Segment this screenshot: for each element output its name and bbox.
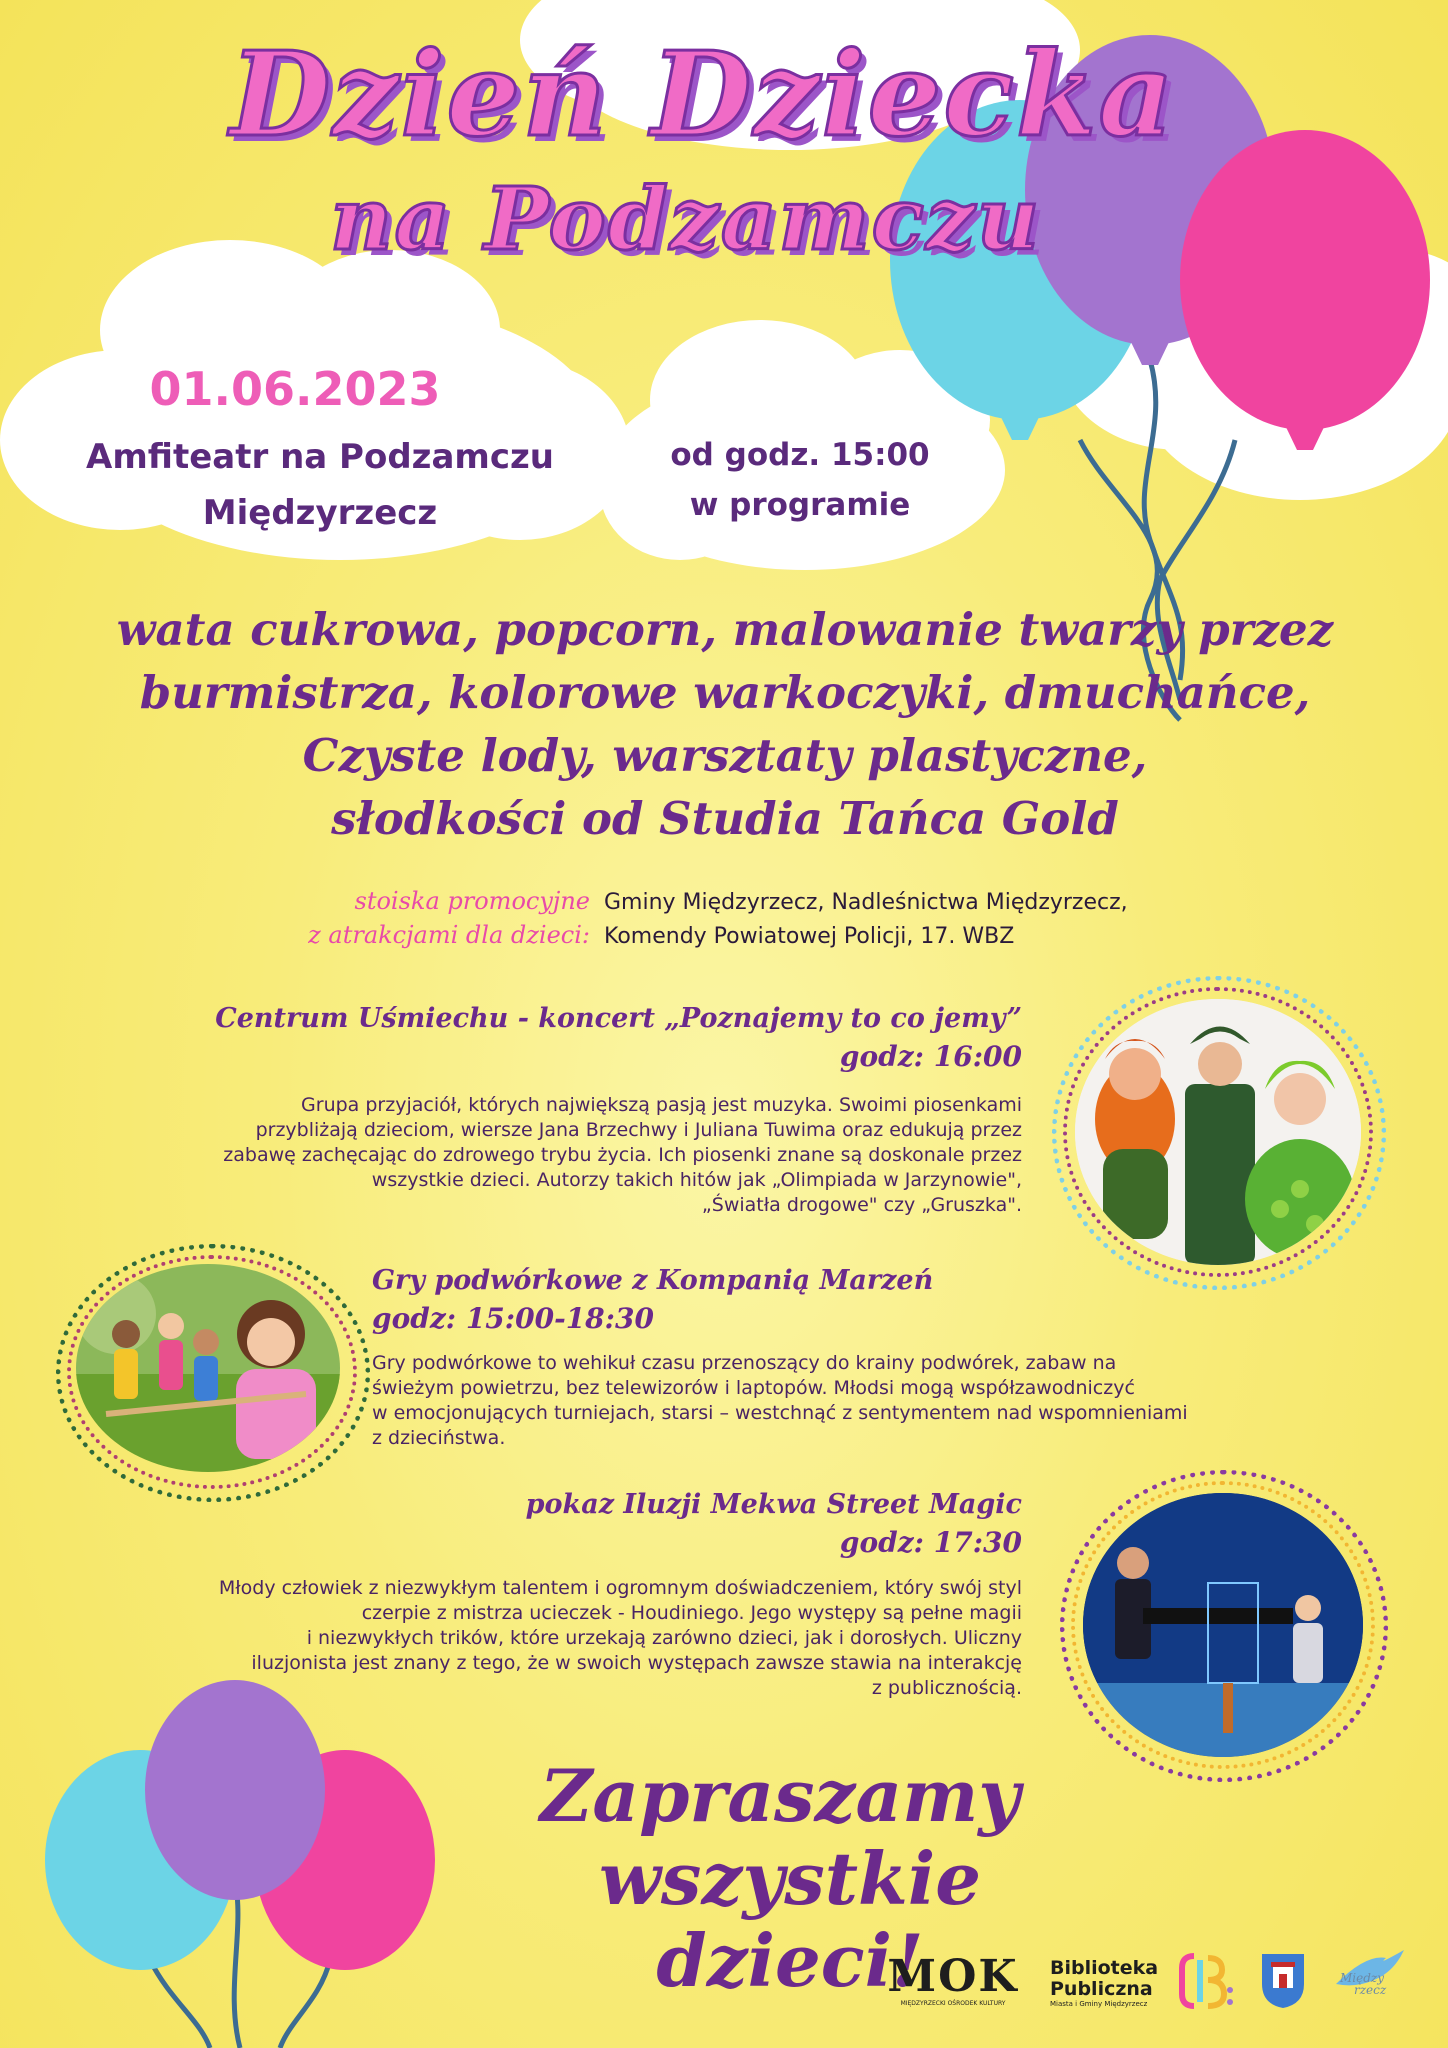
program-line: wata cukrowa, popcorn, malowanie twarzy przez	[116, 603, 1334, 656]
description-line: „Światła drogowe" czy „Gruszka".	[701, 1194, 1022, 1216]
section-concert-time: godz: 16:00	[839, 1040, 1022, 1073]
section-concert-title: Centrum Uśmiechu - koncert „Poznajemy to co jemy”	[215, 1003, 1022, 1034]
description-line: Grupa przyjaciół, których największą pasją jest muzyka. Swoimi piosenkami	[301, 1094, 1022, 1116]
event-venue-line1: Amfiteatr na Podzamczu	[86, 437, 554, 477]
program-line: burmistrza, kolorowe warkoczyki, dmuchańce,	[139, 666, 1311, 719]
section-magic-title: pokaz Iluzji Mekwa Street Magic	[525, 1489, 1022, 1520]
stands-label-line1: stoiska promocyjne	[354, 887, 590, 915]
section-magic-description	[40, 1576, 1022, 1701]
event-time: od godz. 15:00	[670, 437, 930, 473]
section-magic-time: godz: 17:30	[839, 1526, 1022, 1559]
stands-text-line2: Komendy Powiatowej Policji, 17. WBZ	[604, 924, 1015, 949]
kids-tug-of-war-image	[76, 1264, 340, 1472]
magician-on-stage-image	[1083, 1493, 1363, 1757]
mok-logo-text: MOK	[887, 1951, 1019, 2002]
section-games-header	[372, 1262, 1072, 1338]
backyard-games-photo	[76, 1264, 340, 1472]
description-line: Młody człowiek z niezwykłym talentem i ogromnym doświadczeniem, który swój styl	[218, 1577, 1022, 1599]
biblioteka-emblem-icon	[1174, 1950, 1234, 2012]
description-line: Gry podwórkowe to wehikuł czasu przenoszący do krainy podwórek, zabaw na	[372, 1352, 1117, 1374]
program-list	[40, 598, 1410, 850]
section-games-title: Gry podwórkowe z Kompanią Marzeń	[372, 1265, 934, 1296]
description-line: iluzjonista jest znany z tego, że w swoich występach zawsze stawia na interakcję	[251, 1652, 1022, 1674]
closing-line2: wszystkie dzieci!	[598, 1836, 982, 2003]
balloon-violet-bottom	[145, 1680, 325, 1900]
concert-photo	[1075, 999, 1361, 1265]
stands-label	[200, 884, 590, 952]
biblioteka-logo	[1050, 1958, 1174, 2008]
biblioteka-logo-line3: Miasta i Gminy Międzyrzecz	[1050, 2000, 1148, 2008]
city-coat-of-arms-icon	[1258, 1950, 1308, 2010]
event-venue-line2: Międzyrzecz	[202, 493, 438, 533]
title-line2: na Podzamczu	[330, 169, 1042, 270]
description-line: z dzieciństwa.	[372, 1427, 506, 1449]
description-line: wszystkie dzieci. Autorzy takich hitów jak „Olimpiada w Jarzynowie",	[371, 1169, 1022, 1191]
stands-text-line1: Gminy Międzyrzecz, Nadleśnictwa Międzyrzecz,	[604, 890, 1128, 915]
description-line: zabawę zachęcając do zdrowego trybu życia. Ich piosenki znane są doskonale przez	[223, 1144, 1022, 1166]
section-games-time: godz: 15:00-18:30	[372, 1302, 654, 1335]
description-line: w emocjonujących turniejach, starsi – westchnąć z sentymentem nad wspomnieniami	[372, 1402, 1188, 1424]
city-logo-line2: rzecz	[1354, 1983, 1387, 1997]
magic-show-photo	[1083, 1493, 1363, 1757]
costume-characters-image	[1075, 999, 1361, 1265]
stands-text	[604, 886, 1324, 954]
city-logo-line1: Między	[1340, 1971, 1385, 1985]
section-games-description	[372, 1351, 1372, 1451]
title-line1: Dzień Dziecka	[230, 27, 1176, 163]
description-line: czerpie z mistrza ucieczek - Houdiniego. Jego występy są pełne magii	[361, 1602, 1022, 1624]
city-logo-text	[1340, 1972, 1386, 1996]
description-line: i niezwykłych trików, które urzekają zarówno dzieci, jak i dorosłych. Uliczny	[306, 1627, 1022, 1649]
section-concert-description	[40, 1093, 1022, 1218]
biblioteka-logo-line2: Publiczna	[1050, 1978, 1153, 2000]
program-line: słodkości od Studia Tańca Gold	[331, 792, 1119, 845]
section-concert-header	[160, 1000, 1022, 1076]
stands-label-line2: z atrakcjami dla dzieci:	[308, 921, 590, 949]
section-magic-header	[360, 1486, 1022, 1562]
mok-logo-caption: MIĘDZYRZECKI OŚRODEK KULTURY	[900, 2000, 1006, 2007]
event-date: 01.06.2023	[149, 362, 441, 416]
description-line: przybliżają dzieciom, wiersze Jana Brzechwy i Juliana Tuwima oraz edukują przez	[255, 1119, 1022, 1141]
description-line: świeżym powietrzu, bez telewizorów i laptopów. Młodsi mogą współzawodniczyć	[372, 1377, 1135, 1399]
description-line: z publicznością.	[871, 1677, 1022, 1699]
miedzyrzecz-logo	[1326, 1946, 1416, 2016]
closing-line1: Zapraszamy	[539, 1753, 1021, 1838]
program-heading: w programie	[689, 487, 911, 523]
program-line: Czyste lody, warsztaty plastyczne,	[302, 729, 1148, 782]
mok-logo	[880, 1951, 1026, 2007]
biblioteka-logo-line1: Biblioteka	[1050, 1957, 1159, 1979]
